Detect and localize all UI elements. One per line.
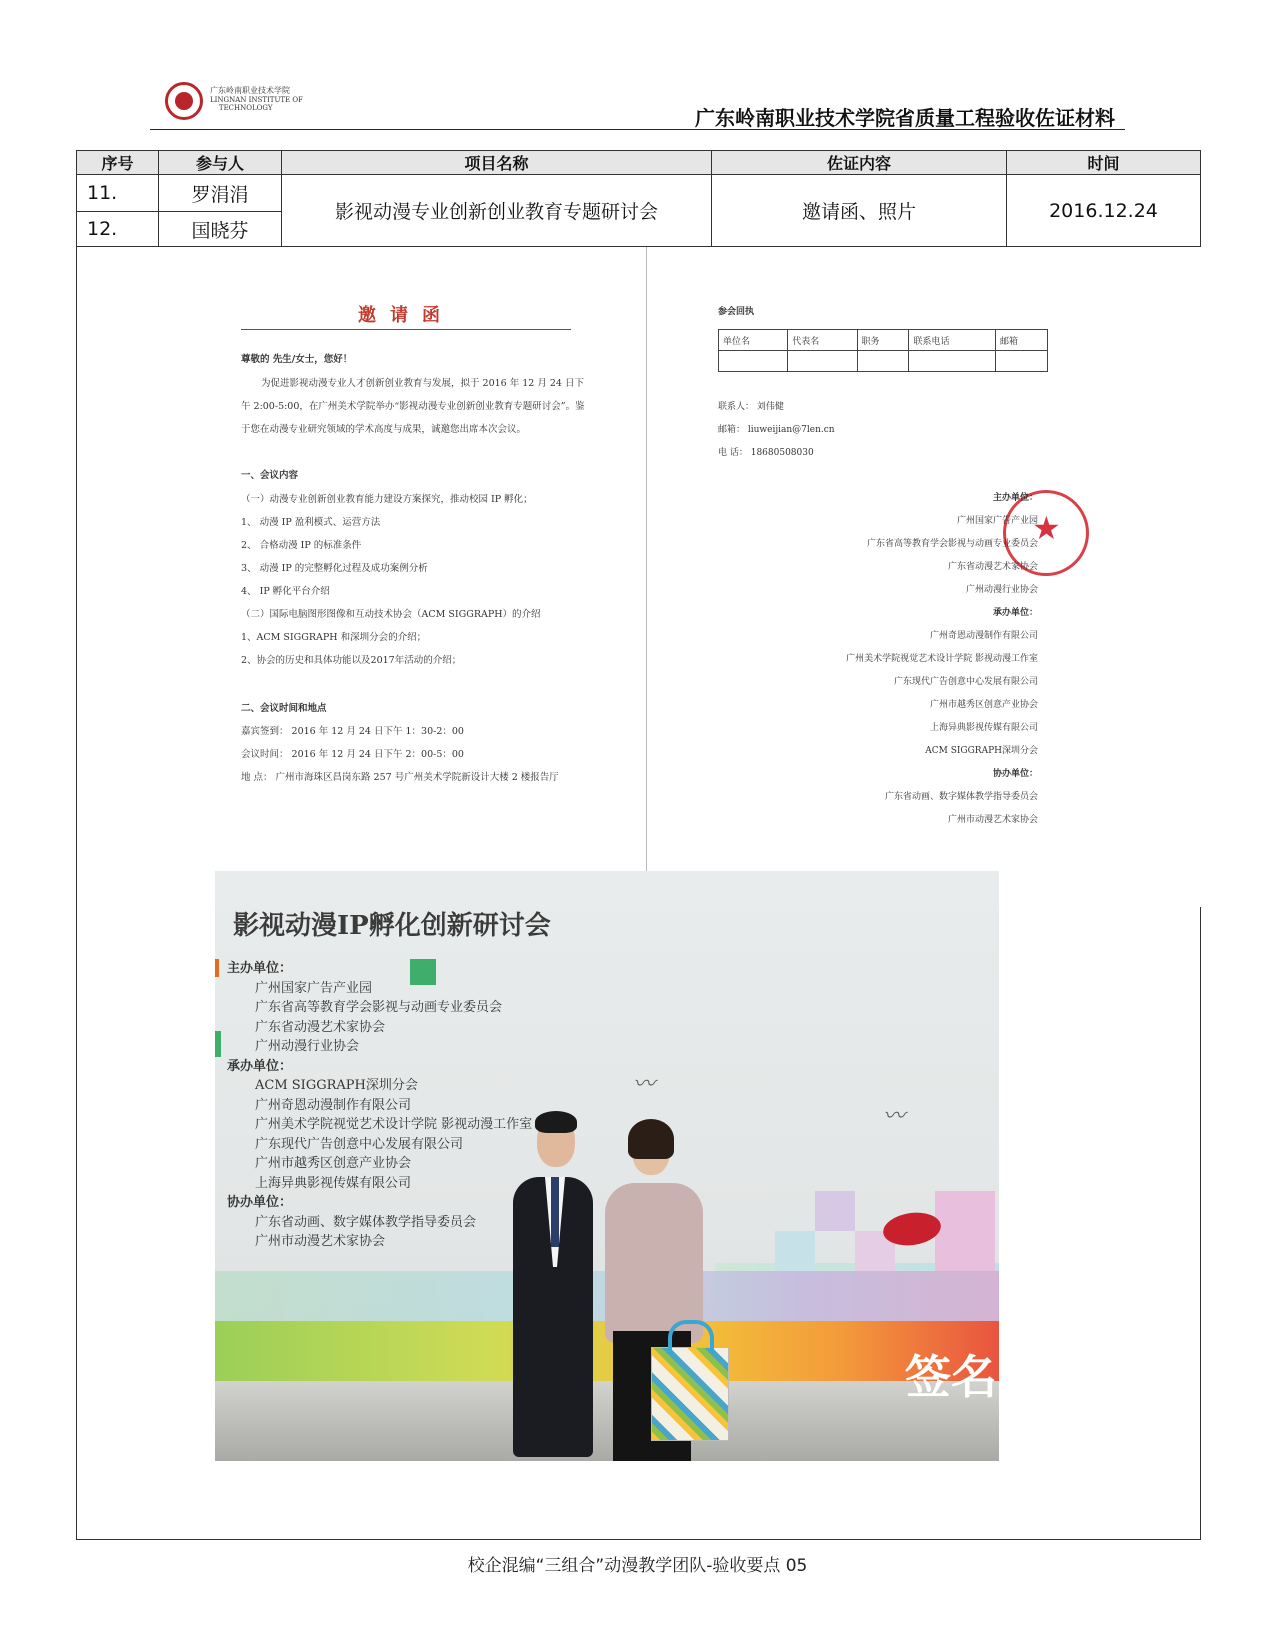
reply-empty-cell (909, 351, 996, 372)
project-name: 影视动漫专业创新创业教育专题研讨会 (282, 175, 712, 247)
banner-organizer-item: 广州动漫行业协会 (255, 1039, 360, 1054)
logo-chinese-name: 广东岭南职业技术学院 (210, 86, 290, 95)
invitation-body-line: 为促进影视动漫专业人才创新创业教育与发展，拟于 2016 年 12 月 24 日下 (261, 378, 584, 389)
page-footer: 校企混编“三组合”动漫教学团队-验收要点 05 (467, 1556, 808, 1576)
contact-person: 联系人： 刘伟健 (718, 402, 784, 412)
tote-bag (651, 1347, 729, 1441)
banner-organizer-item: 广东省高等教育学会影视与动画专业委员会 (255, 1000, 503, 1015)
invitation-title: 邀请函 (358, 305, 454, 326)
banner-organizer-item: 广东省动画、数字媒体教学指导委员会 (255, 1214, 477, 1230)
organizer-item: 广州市动漫艺术家协会 (947, 815, 1038, 825)
reply-empty-cell (996, 351, 1048, 372)
agenda-item: 2、协会的历史和具体功能以及2017年活动的介绍； (241, 655, 462, 666)
invitation-title-rule (241, 329, 571, 330)
row-index: 12. (77, 212, 159, 247)
sign-wall-label: 签名 (905, 1350, 997, 1404)
reply-empty-cell (857, 351, 909, 372)
organizer-item: 广东省动画、数字媒体教学指导委员会 (884, 792, 1038, 802)
row-participant: 国晓芬 (159, 212, 282, 247)
section-content-heading: 一、会议内容 (241, 470, 299, 481)
schedule-item: 会议时间： 2016 年 12 月 24 日下午 2：00-5：00 (241, 749, 464, 760)
invitation-body-line: 午 2:00-5:00，在广州美术学院举办“影视动漫专业创新创业教育专题研讨会”。鉴 (241, 401, 585, 412)
event-date: 2016.12.24 (1007, 175, 1200, 247)
banner-title: 影视动漫IP孵化创新研讨会 (233, 911, 551, 941)
banner-organizer-item: 广州市动漫艺术家协会 (255, 1234, 386, 1249)
banner-organizer-item: 广州美术学院视觉艺术设计学院 影视动漫工作室 (255, 1117, 533, 1132)
header-index: 序号 (77, 151, 159, 175)
agenda-item: 1、 动漫 IP 盈利模式、运营方法 (241, 517, 381, 528)
signature-scribble: 〰 (883, 1104, 906, 1129)
agenda-item: 3、 动漫 IP 的完整孵化过程及成功案例分析 (241, 563, 428, 574)
header-divider (150, 129, 1125, 130)
banner-organizer-item: ACM SIGGRAPH深圳分会 (255, 1078, 418, 1093)
reply-header-cell: 代表名 (788, 330, 857, 351)
header-date: 时间 (1007, 151, 1200, 175)
organizer-item: 广州国家广告产业园 (956, 516, 1038, 526)
contact-email: 邮箱： liuweijian@7len.cn (718, 425, 835, 435)
organizer-item: 广东现代广告创意中心发展有限公司 (893, 677, 1038, 687)
reply-header-cell: 单位名 (719, 330, 788, 351)
row-participant: 罗涓涓 (159, 175, 282, 212)
reply-empty-cell (719, 351, 788, 372)
organizer-item: 广东省高等教育学会影视与动画专业委员会 (866, 539, 1038, 549)
organizer-item: 广州奇恩动漫制作有限公司 (929, 631, 1038, 641)
organizer-heading: 承办单位： (992, 608, 1038, 618)
reply-header-cell: 职务 (857, 330, 909, 351)
banner-organizer-item: 广州奇恩动漫制作有限公司 (255, 1097, 412, 1113)
invitation-greeting: 尊敬的 先生/女士，您好！ (241, 354, 353, 365)
organizer-heading: 主办单位： (992, 493, 1038, 503)
organizer-item: 上海异典影视传媒有限公司 (929, 723, 1038, 733)
agenda-item: （二）国际电脑图形图像和互动技术协会（ACM SIGGRAPH）的介绍 (241, 609, 541, 620)
agenda-item: 1、ACM SIGGRAPH 和深圳分会的介绍； (241, 632, 427, 643)
banner-organizer-heading: 主办单位： (227, 961, 293, 976)
logo-english-name: LINGNAN INSTITUTE OF TECHNOLOGY (210, 96, 303, 112)
schedule-item: 嘉宾签到： 2016 年 12 月 24 日下午 1：30-2：00 (241, 726, 464, 737)
row-index: 11. (77, 175, 159, 212)
schedule-item: 地 点： 广州市海珠区昌岗东路 257 号广州美术学院新设计大楼 2 楼报告厅 (241, 772, 559, 783)
organizer-item: 广州美术学院视觉艺术设计学院 影视动漫工作室 (846, 654, 1038, 664)
invitation-scan (78, 247, 1201, 907)
college-seal-icon (165, 82, 203, 120)
agenda-item: 4、 IP 孵化平台介绍 (241, 586, 330, 597)
banner-organizer-item: 广东现代广告创意中心发展有限公司 (255, 1136, 464, 1152)
banner-organizer-heading: 协办单位： (227, 1195, 293, 1210)
agenda-item: （一）动漫专业创新创业教育能力建设方案探究，推动校园 IP 孵化； (241, 494, 533, 505)
agenda-item: 2、 合格动漫 IP 的标准条件 (241, 540, 362, 551)
event-photo (215, 871, 999, 1461)
college-logo (165, 82, 305, 124)
header-participant: 参与人 (159, 151, 282, 175)
organizer-item: ACM SIGGRAPH深圳分会 (925, 746, 1038, 756)
reply-form-table (718, 329, 1048, 372)
evidence-content: 邀请函、照片 (712, 175, 1007, 247)
organizer-heading: 协办单位： (992, 769, 1038, 779)
evidence-table (76, 150, 1201, 1540)
header-evidence: 佐证内容 (712, 151, 1007, 175)
banner-organizer-list (227, 959, 532, 1252)
header-project: 项目名称 (282, 151, 712, 175)
reply-header-cell: 邮箱 (996, 330, 1048, 351)
banner-organizer-item: 上海异典影视传媒有限公司 (255, 1175, 412, 1191)
reply-header-cell: 联系电话 (909, 330, 996, 351)
scan-page-divider (646, 247, 647, 907)
banner-organizer-item: 广州市越秀区创意产业协会 (255, 1156, 412, 1171)
document-title: 广东岭南职业技术学院省质量工程验收佐证材料 (695, 106, 1115, 130)
section-time-heading: 二、会议时间和地点 (241, 703, 327, 714)
reply-empty-cell (788, 351, 857, 372)
banner-organizer-item: 广东省动漫艺术家协会 (255, 1019, 386, 1035)
organizer-item: 广州动漫行业协会 (965, 585, 1038, 595)
signature-scribble: 〰 (633, 1072, 656, 1097)
organizer-item: 广东省动漫艺术家协会 (947, 562, 1038, 572)
person-woman (605, 1183, 703, 1343)
contact-phone: 电 话： 18680508030 (718, 448, 814, 458)
banner-organizer-heading: 承办单位： (227, 1058, 293, 1074)
reply-title: 参会回执 (718, 307, 755, 317)
organizer-item: 广州市越秀区创意产业协会 (929, 700, 1038, 710)
banner-organizer-item: 广州国家广告产业园 (255, 980, 373, 996)
invitation-body-line: 于您在动漫专业研究领域的学术高度与成果，诚邀您出席本次会议。 (241, 424, 527, 435)
